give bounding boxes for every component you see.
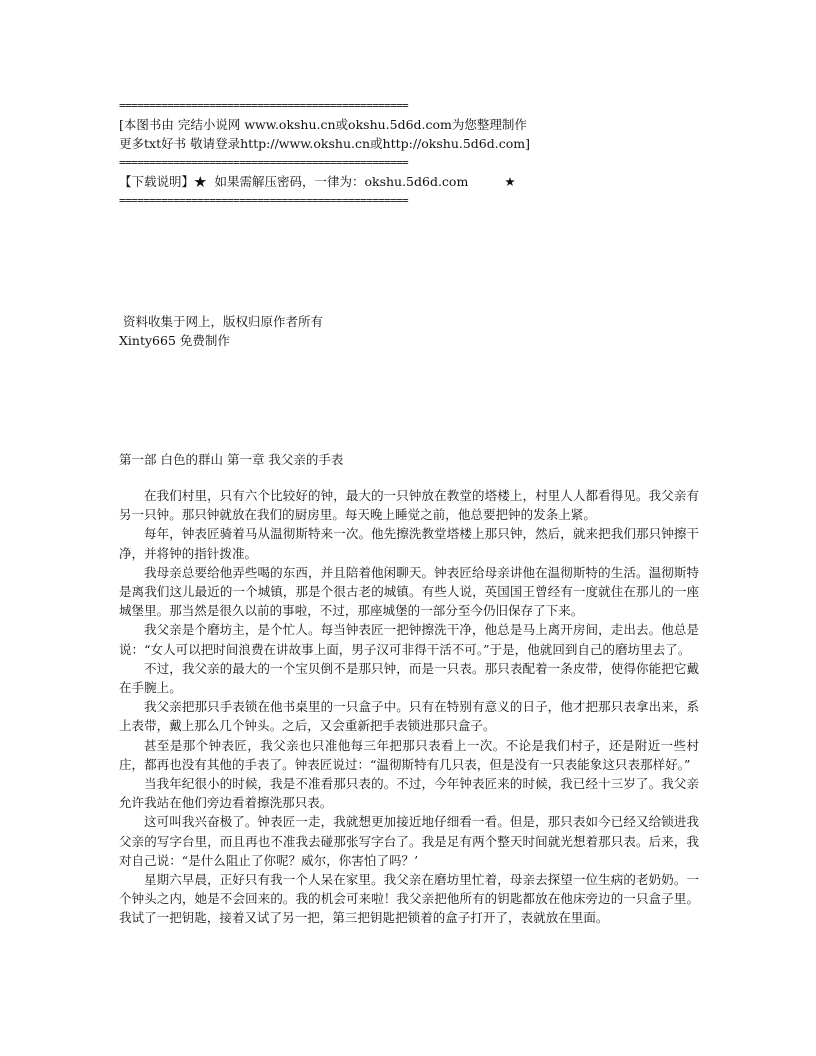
copyright-note: 资料收集于网上，版权归原作者所有 <box>119 314 323 329</box>
download-label: 【下载说明】★ <box>119 174 207 189</box>
header-line-1: [本图书由 完结小说网 www.okshu.cn或okshu.5d6d.com为您整理制作 <box>119 117 527 132</box>
paragraph: 这可叫我兴奋极了。钟表匠一走，我就想更加接近地仔细看一看。但是，那只表如今已经又给锁进我父亲的写字台里，而且再也不准我去碰那张写字台了。我是足有两个整天时间就光想着那只表。后来，我对自己说：“是什么阻止了你呢？威尔，你害怕了吗？’ <box>119 814 699 868</box>
document-page <box>119 96 699 928</box>
header-rule-top: ================================================ <box>119 99 409 112</box>
header-line-2: 更多txt好书 敬请登录http://www.okshu.cn或http://okshu.5d6d.com] <box>119 136 530 151</box>
header-rule-bottom: ================================================ <box>119 194 409 207</box>
chapter-title: 第一部 白色的群山 第一章 我父亲的手表 <box>119 452 344 467</box>
paragraph: 每年，钟表匠骑着马从温彻斯特来一次。他先擦洗教堂塔楼上那只钟，然后，就来把我们那只钟擦干净，并将钟的指针拨准。 <box>119 526 699 561</box>
paragraph: 当我年纪很小的时候，我是不准看那只表的。不过，今年钟表匠来的时候，我已经十三岁了。我父亲允许我站在他们旁边看着擦洗那只表。 <box>119 776 699 811</box>
paragraph: 甚至是那个钟表匠，我父亲也只准他每三年把那只表看上一次。不论是我们村子，还是附近一些村庄，都再也没有其他的手表了。钟表匠说过：“温彻斯特有几只表，但是没有一只表能象这只表那样好。” <box>119 737 699 772</box>
download-text: 如果需解压密码，一律为：okshu.5d6d.com <box>206 174 469 189</box>
paragraph: 星期六早晨，正好只有我一个人呆在家里。我父亲在磨坊里忙着，母亲去探望一位生病的老奶奶。一个钟头之内，她是不会回来的。我的机会可来啦！我父亲把他所有的钥匙都放在他床旁边的一只盒子里。我试了一把钥匙，接着又试了另一把，第三把钥匙把锁着的盒子打开了，表就放在里面。 <box>119 872 699 926</box>
paragraph: 我母亲总要给他弄些喝的东西，并且陪着他闲聊天。钟表匠给母亲讲他在温彻斯特的生活。温彻斯特是离我们这儿最近的一个城镇，那是个很古老的城镇。有些人说，英国国王曾经有一度就住在那儿的一座城堡里。那当然是很久以前的事啦，不过，那座城堡的一部分至今仍旧保存了下来。 <box>119 564 699 619</box>
download-notice <box>119 172 699 191</box>
chapter-body <box>119 486 699 928</box>
paragraph: 在我们村里，只有六个比较好的钟，最大的一只钟放在教堂的塔楼上，村里人人都看得见。我父亲有另一只钟。那只钟就放在我们的厨房里。每天晚上睡觉之前，他总要把钟的发条上紧。 <box>119 488 699 523</box>
paragraph: 我父亲是个磨坊主，是个忙人。每当钟表匠一把钟擦洗干净，他总是马上离开房间，走出去。他总是说：“女人可以把时间浪费在讲故事上面，男子汉可非得干活不可。”于是，他就回到自己的磨坊里去了。 <box>119 622 699 657</box>
star-icon: ★ <box>504 174 516 189</box>
credits-block <box>119 312 699 350</box>
paragraph: 我父亲把那只手表锁在他书桌里的一只盒子中。只有在特别有意义的日子，他才把那只表拿出来，系上表带，戴上那么几个钟头。之后，又会重新把手表锁进那只盒子。 <box>119 699 699 734</box>
producer-note: Xinty665 免费制作 <box>119 333 230 348</box>
paragraph: 不过，我父亲的最大的一个宝贝倒不是那只钟，而是一只表。那只表配着一条皮带，使得你能把它戴在手腕上。 <box>119 660 699 696</box>
header-rule-middle: ================================================ <box>119 156 409 169</box>
